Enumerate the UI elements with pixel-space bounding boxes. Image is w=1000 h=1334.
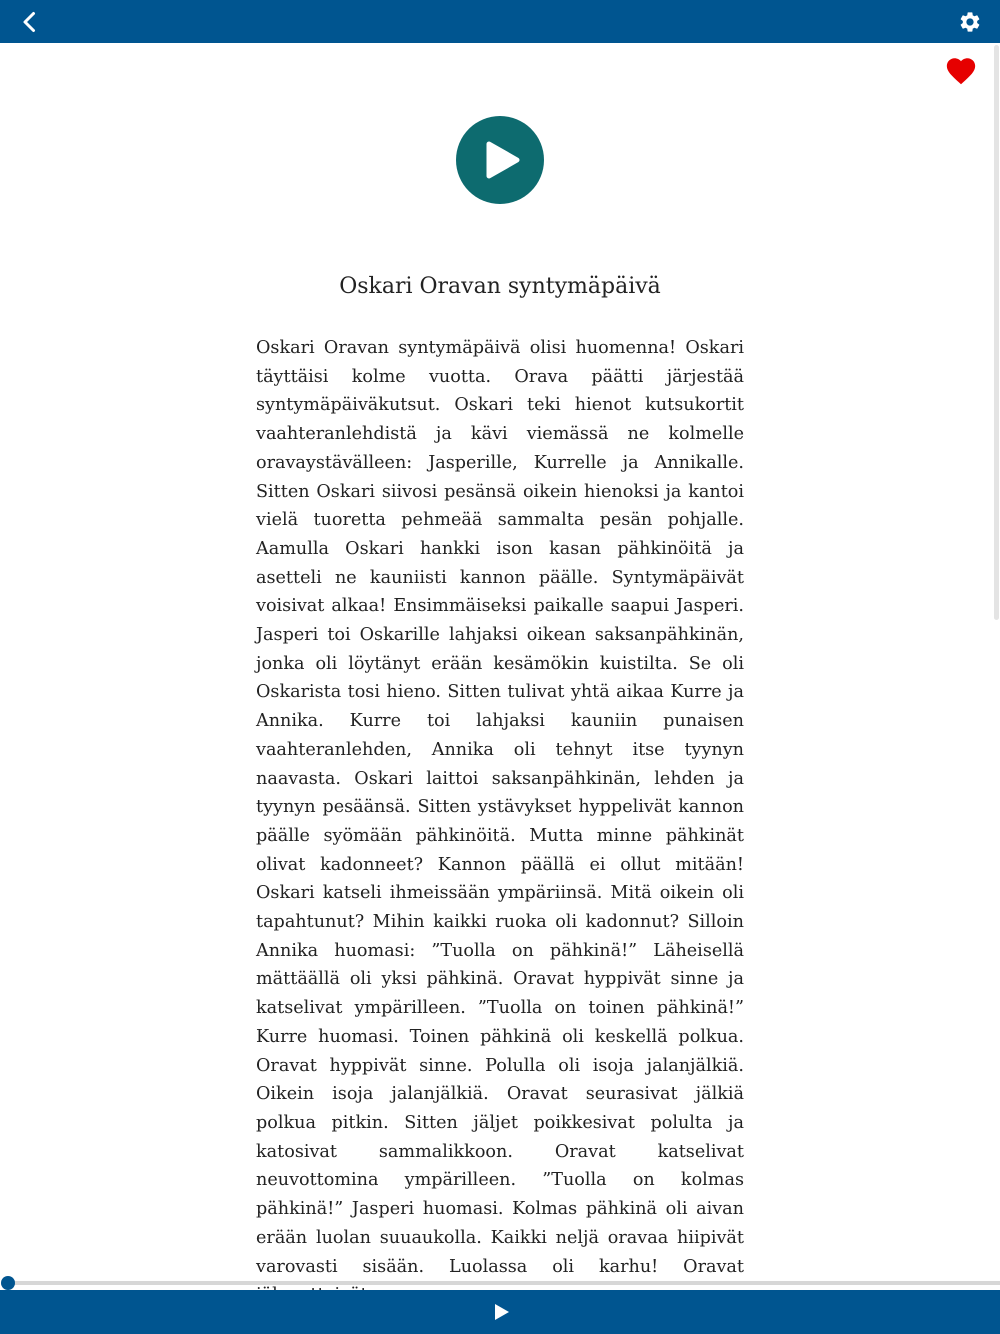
back-button[interactable] [14, 6, 46, 38]
audio-progress-track[interactable] [8, 1281, 1000, 1285]
bottom-play-button[interactable] [488, 1299, 514, 1325]
gear-icon [958, 10, 982, 34]
chevron-left-icon [18, 10, 42, 34]
bottom-player-bar [0, 1290, 1000, 1334]
audio-progress-knob[interactable] [1, 1276, 15, 1290]
play-icon [456, 116, 544, 204]
settings-button[interactable] [956, 8, 984, 36]
play-icon [488, 1299, 514, 1325]
main-play-button[interactable] [456, 116, 544, 204]
scrollbar-thumb[interactable] [994, 45, 999, 620]
top-bar [0, 0, 1000, 43]
content-scrollbar[interactable] [992, 43, 1000, 1283]
heart-icon [944, 54, 978, 88]
favorite-button[interactable] [944, 54, 978, 88]
story-title: Oskari Oravan syntymäpäivä [339, 274, 661, 299]
story-text: Oskari Oravan syntymäpäivä olisi huomenna! Oskari täyttäisi kolme vuotta. Orava päätti järjestää syntymäpäiväkutsut. Oskari teki hienot kutsukortit vaahteranlehdistä ja kävi viemässä ne kolmelle oravaystävälleen: Jasperille, Kurrelle ja Annikalle. Sitten Oskari siivosi pesänsä oikein hienoksi ja kantoi vielä tuoretta pehmeää sammalta pesän pohjalle. Aamulla Oskari hankki ison kasan pähkinöitä ja asetteli ne kauniisti kannon päälle. Syntymäpäivät voisivat alkaa! Ensimmäiseksi paikalle saapui Jasperi. Jasperi toi Oskarille lahjaksi oikean saksanpähkinän, jonka oli löytänyt erään kesämökin kuistilta. Se oli Oskarista tosi hieno. Sitten tulivat yhtä aikaa Kurre ja Annika. Kurre toi lahjaksi kauniin punaisen vaahteranlehden, Annika oli tehnyt itse tyynyn naavasta. Oskari laittoi saksanpähkinän, lehden ja tyynyn pesäänsä. Sitten ystävykset hyppelivät kannon päälle syömään pähkinöitä. Mutta minne pähkinät olivat kadonneet? Kannon päällä ei ollut mitään! Oskari katseli ihmeissään ympäriinsä. Mitä oikein oli tapahtunut? Mihin kaikki ruoka oli kadonnut? Silloin Annika huomasi: ”Tuolla on pähkinä!” Läheisellä mättäällä oli yksi pähkinä. Oravat hyppivät sinne ja katselivat ympärilleen. ”Tuolla on toinen pähkinä!” Kurre huomasi. Toinen pähkinä oli keskellä polkua. Oravat hyppivät sinne. Polulla oli isoja jalanjälkiä. Oikein isoja jalanjälkiä. Oravat seurasivat jälkiä polkua pitkin. Sitten jäljet poikkesivat polulta ja katosivat sammalikkoon. Oravat katselivat neuvottomina ympärilleen. ”Tuolla on kolmas pähkinä!” Jasperi huomasi. Kolmas pähkinä oli aivan erään luolan suuaukolla. Kaikki neljä oravaa hiipivät varovasti sisään. Luolassa oli karhu! Oravat [256, 338, 744, 1277]
